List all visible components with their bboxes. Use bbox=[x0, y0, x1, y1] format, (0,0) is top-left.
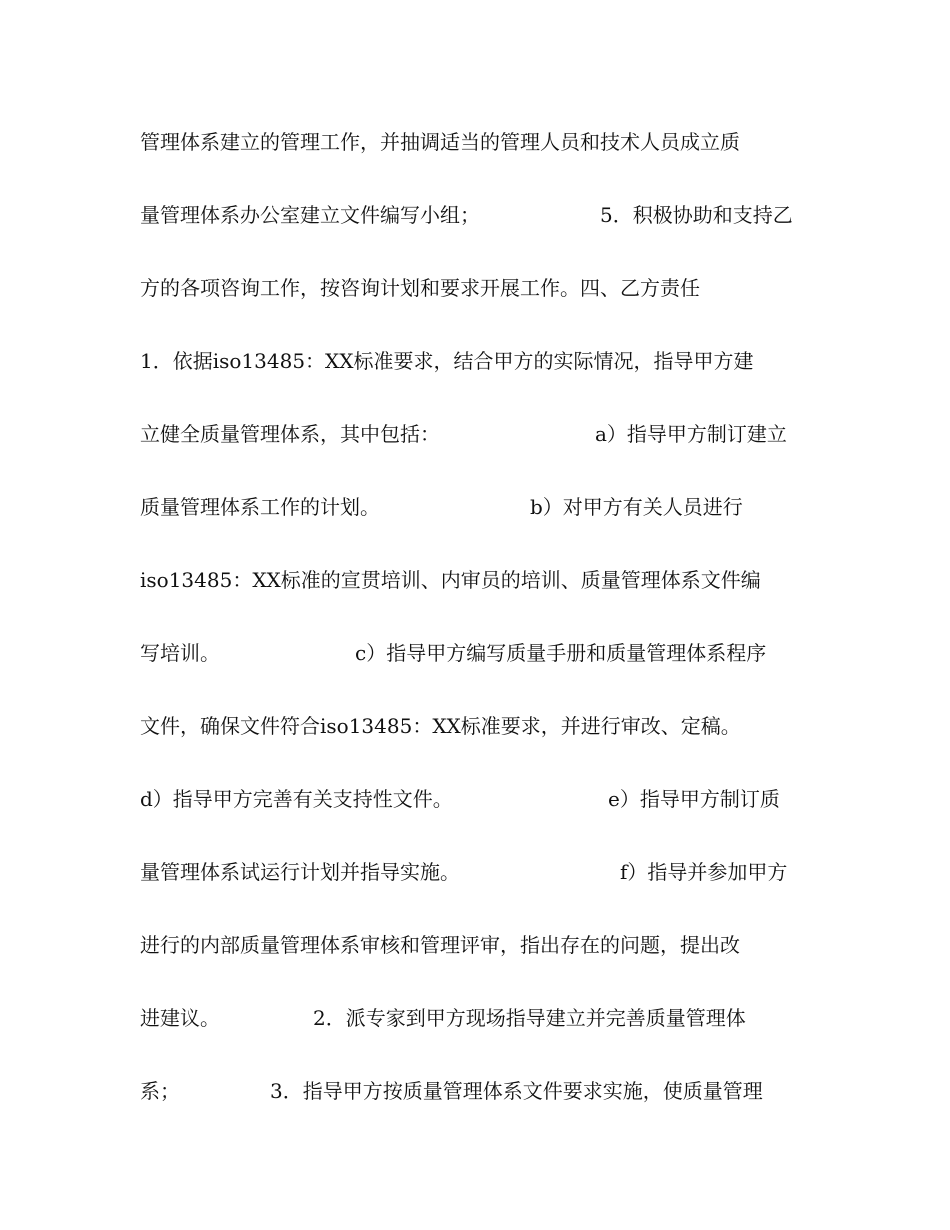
text-line bbox=[140, 492, 820, 522]
text-line bbox=[140, 711, 820, 741]
text-line bbox=[140, 346, 820, 376]
text-segment: 2．派专家到甲方现场指导建立并完善质量管理体 bbox=[313, 1006, 746, 1030]
text-line bbox=[140, 857, 820, 887]
text-segment: 5．积极协助和支持乙 bbox=[600, 203, 793, 227]
text-segment: 立健全质量管理体系，其中包括： bbox=[140, 422, 440, 446]
text-segment: b）对甲方有关人员进行 bbox=[530, 495, 743, 519]
text-segment: 写培训。 bbox=[140, 641, 220, 665]
text-line bbox=[140, 200, 820, 230]
text-segment: 质量管理体系工作的计划。 bbox=[140, 495, 380, 519]
text-segment: 文件，确保文件符合iso13485：XX标准要求，并进行审改、定稿。 bbox=[140, 714, 741, 738]
text-segment: 进建议。 bbox=[140, 1006, 220, 1030]
text-segment: 1．依据iso13485：XX标准要求，结合甲方的实际情况，指导甲方建 bbox=[140, 349, 754, 373]
text-segment: c）指导甲方编写质量手册和质量管理体系程序 bbox=[355, 641, 767, 665]
text-segment: a）指导甲方制订建立 bbox=[595, 422, 787, 446]
text-line bbox=[140, 1076, 820, 1106]
text-segment: 量管理体系试运行计划并指导实施。 bbox=[140, 860, 460, 884]
text-segment: 管理体系建立的管理工作，并抽调适当的管理人员和技术人员成立质 bbox=[140, 130, 740, 154]
text-segment: f）指导并参加甲方 bbox=[620, 860, 788, 884]
text-segment: 进行的内部质量管理体系审核和管理评审，指出存在的问题，提出改 bbox=[140, 933, 740, 957]
text-segment: 系； bbox=[140, 1079, 180, 1103]
text-line bbox=[140, 638, 820, 668]
text-segment: 量管理体系办公室建立文件编写小组； bbox=[140, 203, 480, 227]
text-line bbox=[140, 1003, 820, 1033]
text-segment: d）指导甲方完善有关支持性文件。 bbox=[140, 787, 453, 811]
text-segment: iso13485：XX标准的宣贯培训、内审员的培训、质量管理体系文件编 bbox=[140, 568, 761, 592]
text-segment: 方的各项咨询工作，按咨询计划和要求开展工作。四、乙方责任 bbox=[140, 276, 700, 300]
text-line bbox=[140, 127, 820, 157]
text-line bbox=[140, 419, 820, 449]
text-segment: e）指导甲方制订质 bbox=[608, 787, 780, 811]
text-line bbox=[140, 565, 820, 595]
text-segment: 3．指导甲方按质量管理体系文件要求实施，使质量管理 bbox=[270, 1079, 763, 1103]
text-line bbox=[140, 930, 820, 960]
text-line bbox=[140, 273, 820, 303]
text-line bbox=[140, 784, 820, 814]
